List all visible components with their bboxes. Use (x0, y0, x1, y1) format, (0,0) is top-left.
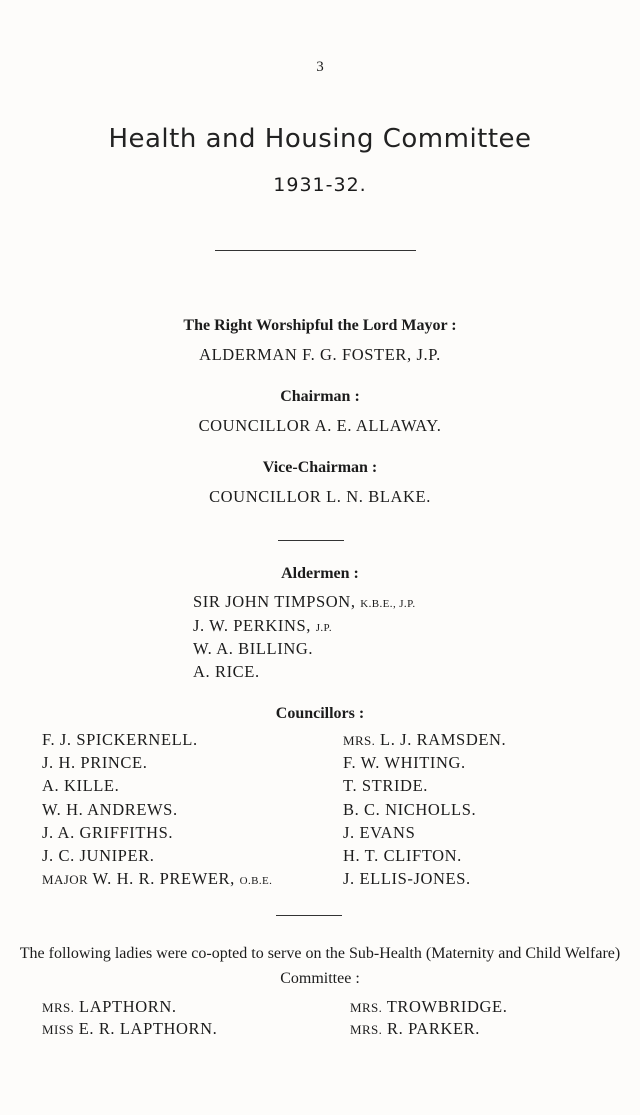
aldermen-heading: Aldermen : (281, 565, 359, 582)
councillor-left-item: J. A. GRIFFITHS. (42, 823, 174, 842)
page-number: 3 (316, 59, 324, 75)
councillor-left-item (42, 869, 272, 889)
councillor-left-item: F. J. SPICKERNELL. (42, 730, 198, 749)
lord-mayor-heading: The Right Worshipful the Lord Mayor : (183, 317, 457, 334)
councillors-heading: Councillors : (275, 705, 365, 722)
councillor-left-item: J. C. JUNIPER. (42, 846, 155, 865)
alderman-item (193, 639, 313, 659)
councillor-right-item (343, 730, 506, 750)
coopted-name: TROWBRIDGE. (386, 997, 508, 1016)
rank-prefix: MAJOR (42, 872, 89, 887)
alderman-name: W. A. BILLING. (193, 639, 314, 658)
title-prefix: MRS. (350, 1022, 383, 1037)
councillor-right-item: H. T. CLIFTON. (343, 846, 462, 865)
divider (278, 540, 344, 541)
year-subtitle: 1931-32. (273, 174, 367, 196)
alderman-honours: J.P. (315, 622, 332, 634)
alderman-item (193, 616, 332, 636)
coopted-right-item (350, 997, 507, 1017)
councillor-right-item: J. ELLIS-JONES. (343, 869, 471, 888)
alderman-name: A. RICE. (193, 662, 260, 681)
councillor-right-item: J. EVANS (343, 823, 416, 842)
coopted-left-item (42, 1019, 217, 1039)
alderman-name: SIR JOHN TIMPSON, (193, 592, 356, 611)
title-prefix: MRS. (350, 1000, 383, 1015)
vice-chairman-heading: Vice-Chairman : (262, 459, 378, 476)
councillor-right-item: B. C. NICHOLLS. (343, 800, 477, 819)
page-title: Health and Housing Committee (108, 124, 532, 154)
councillor-name: W. H. R. PREWER, (92, 869, 235, 888)
coopted-name: LAPTHORN. (79, 997, 177, 1016)
divider (215, 250, 416, 251)
councillor-right-item: F. W. WHITING. (343, 753, 466, 772)
coopted-name: R. PARKER. (387, 1019, 481, 1038)
chairman-name: COUNCILLOR A. E. ALLAWAY. (198, 416, 442, 435)
alderman-name: J. W. PERKINS, (193, 616, 311, 635)
alderman-item (193, 592, 416, 612)
councillor-name: L. J. RAMSDEN. (380, 730, 507, 749)
councillor-left-item: J. H. PRINCE. (42, 753, 148, 772)
divider (276, 915, 342, 916)
coopted-paragraph: The following ladies were co-opted to serve on the Sub-Health (Maternity and Child Welfare) Committee : (19, 945, 621, 987)
councillor-left-item: A. KILLE. (42, 776, 120, 795)
chairman-heading: Chairman : (280, 388, 360, 405)
coopted-name: E. R. LAPTHORN. (78, 1019, 218, 1038)
alderman-honours: K.B.E., J.P. (360, 598, 416, 610)
title-prefix: MRS. (42, 1000, 75, 1015)
coopted-left-item (42, 997, 177, 1017)
councillor-honours: O.B.E. (239, 875, 273, 887)
title-prefix: MRS. (343, 733, 376, 748)
councillor-left-item: W. H. ANDREWS. (42, 800, 178, 819)
vice-chairman-name: COUNCILLOR L. N. BLAKE. (209, 487, 431, 506)
title-prefix: MISS (42, 1022, 74, 1037)
alderman-item (193, 662, 260, 682)
lord-mayor-name: ALDERMAN F. G. FOSTER, J.P. (199, 345, 441, 364)
councillor-right-item: T. STRIDE. (343, 776, 428, 795)
coopted-right-item (350, 1019, 480, 1039)
